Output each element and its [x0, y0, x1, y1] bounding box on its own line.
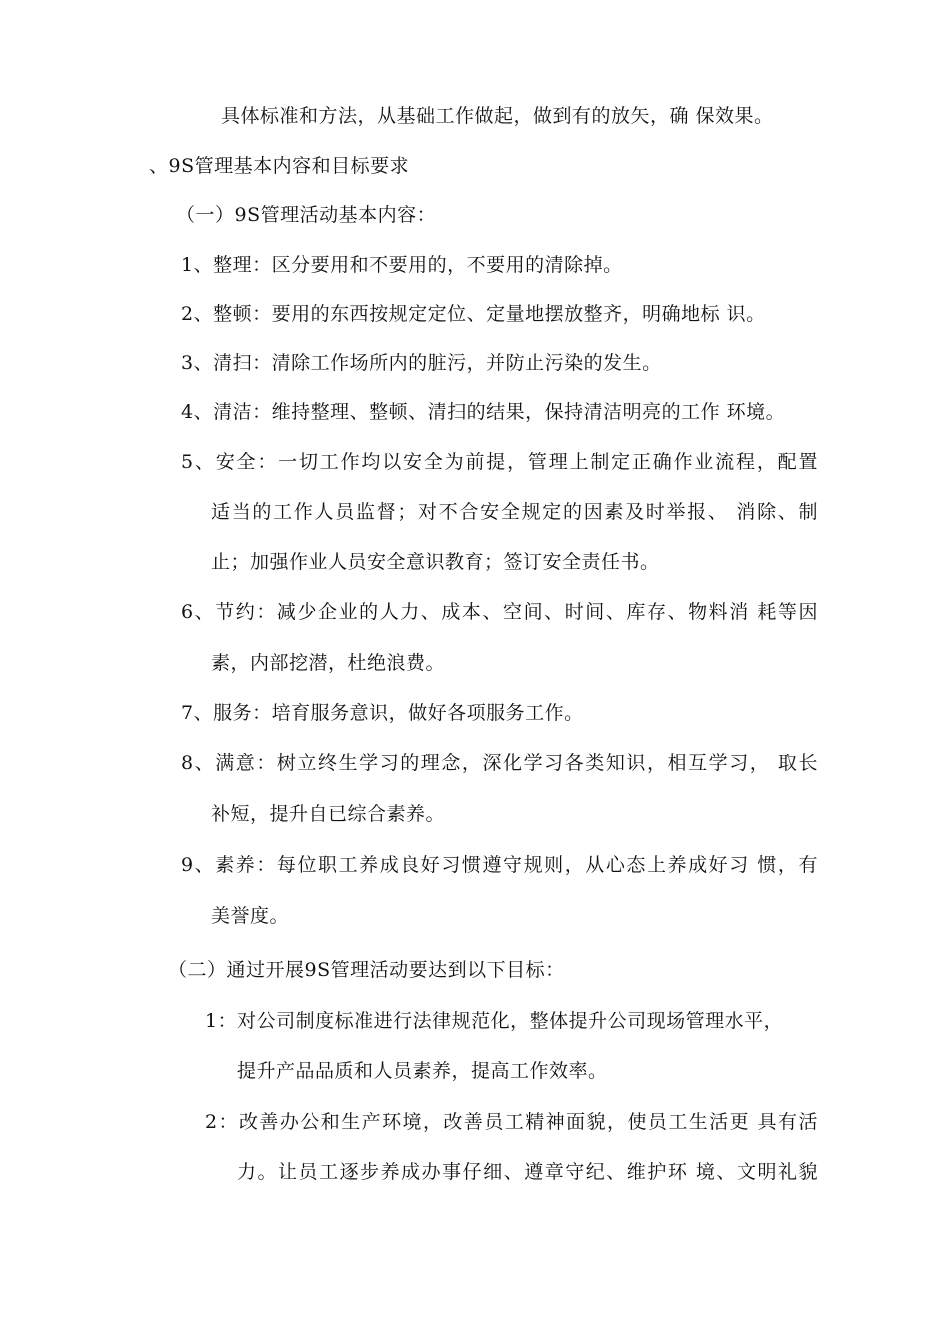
list-item: 5、安全：一切工作均以安全为前提，管理上制定正确作业流程，配置: [181, 451, 818, 473]
list-item: 9、素养：每位职工养成良好习惯遵守规则，从心态上养成好习 惯，有: [181, 854, 818, 876]
list-item-continuation: 提升产品品质和人员素养，提高工作效率。: [237, 1060, 608, 1082]
list-item: 7、服务：培育服务意识，做好各项服务工作。: [181, 702, 584, 724]
list-item: 3、清扫：清除工作场所内的脏污，并防止污染的发生。: [181, 352, 662, 374]
list-item: 2、整顿：要用的东西按规定定位、定量地摆放整齐，明确地标 识。: [181, 303, 766, 325]
list-item-continuation: 止；加强作业人员安全意识教育；签订安全责任书。: [211, 551, 660, 573]
subsection-heading: （二）通过开展9S管理活动要达到以下目标：: [168, 959, 565, 981]
list-item: 4、清洁：维持整理、整顿、清扫的结果，保持清洁明亮的工作 环境。: [181, 401, 786, 423]
list-item-continuation: 素，内部挖潜，杜绝浪费。: [211, 652, 446, 674]
list-item-continuation: 美誉度。: [211, 905, 290, 927]
list-item-continuation: 补短，提升自已综合素养。: [211, 803, 446, 825]
list-item-continuation: 力。让员工逐步养成办事仔细、遵章守纪、维护环 境、文明礼貌: [237, 1161, 818, 1183]
list-item: 1：对公司制度标准进行法律规范化，整体提升公司现场管理水平，: [205, 1010, 784, 1032]
list-item: 6、节约：减少企业的人力、成本、空间、时间、库存、物料消 耗等因: [181, 601, 818, 623]
list-item: 8、满意：树立终生学习的理念，深化学习各类知识，相互学习， 取长: [181, 752, 818, 774]
list-item: 2：改善办公和生产环境，改善员工精神面貌，使员工生活更 具有活: [205, 1111, 818, 1133]
section-heading: 、9S管理基本内容和目标要求: [149, 155, 410, 177]
list-item-continuation: 适当的工作人员监督；对不合安全规定的因素及时举报、 消除、制: [211, 501, 818, 523]
list-item: 1、整理：区分要用和不要用的，不要用的清除掉。: [181, 254, 623, 276]
paragraph-line: 具体标准和方法，从基础工作做起，做到有的放矢，确 保效果。: [221, 105, 774, 127]
subsection-heading: （一）9S管理活动基本内容：: [176, 204, 437, 226]
